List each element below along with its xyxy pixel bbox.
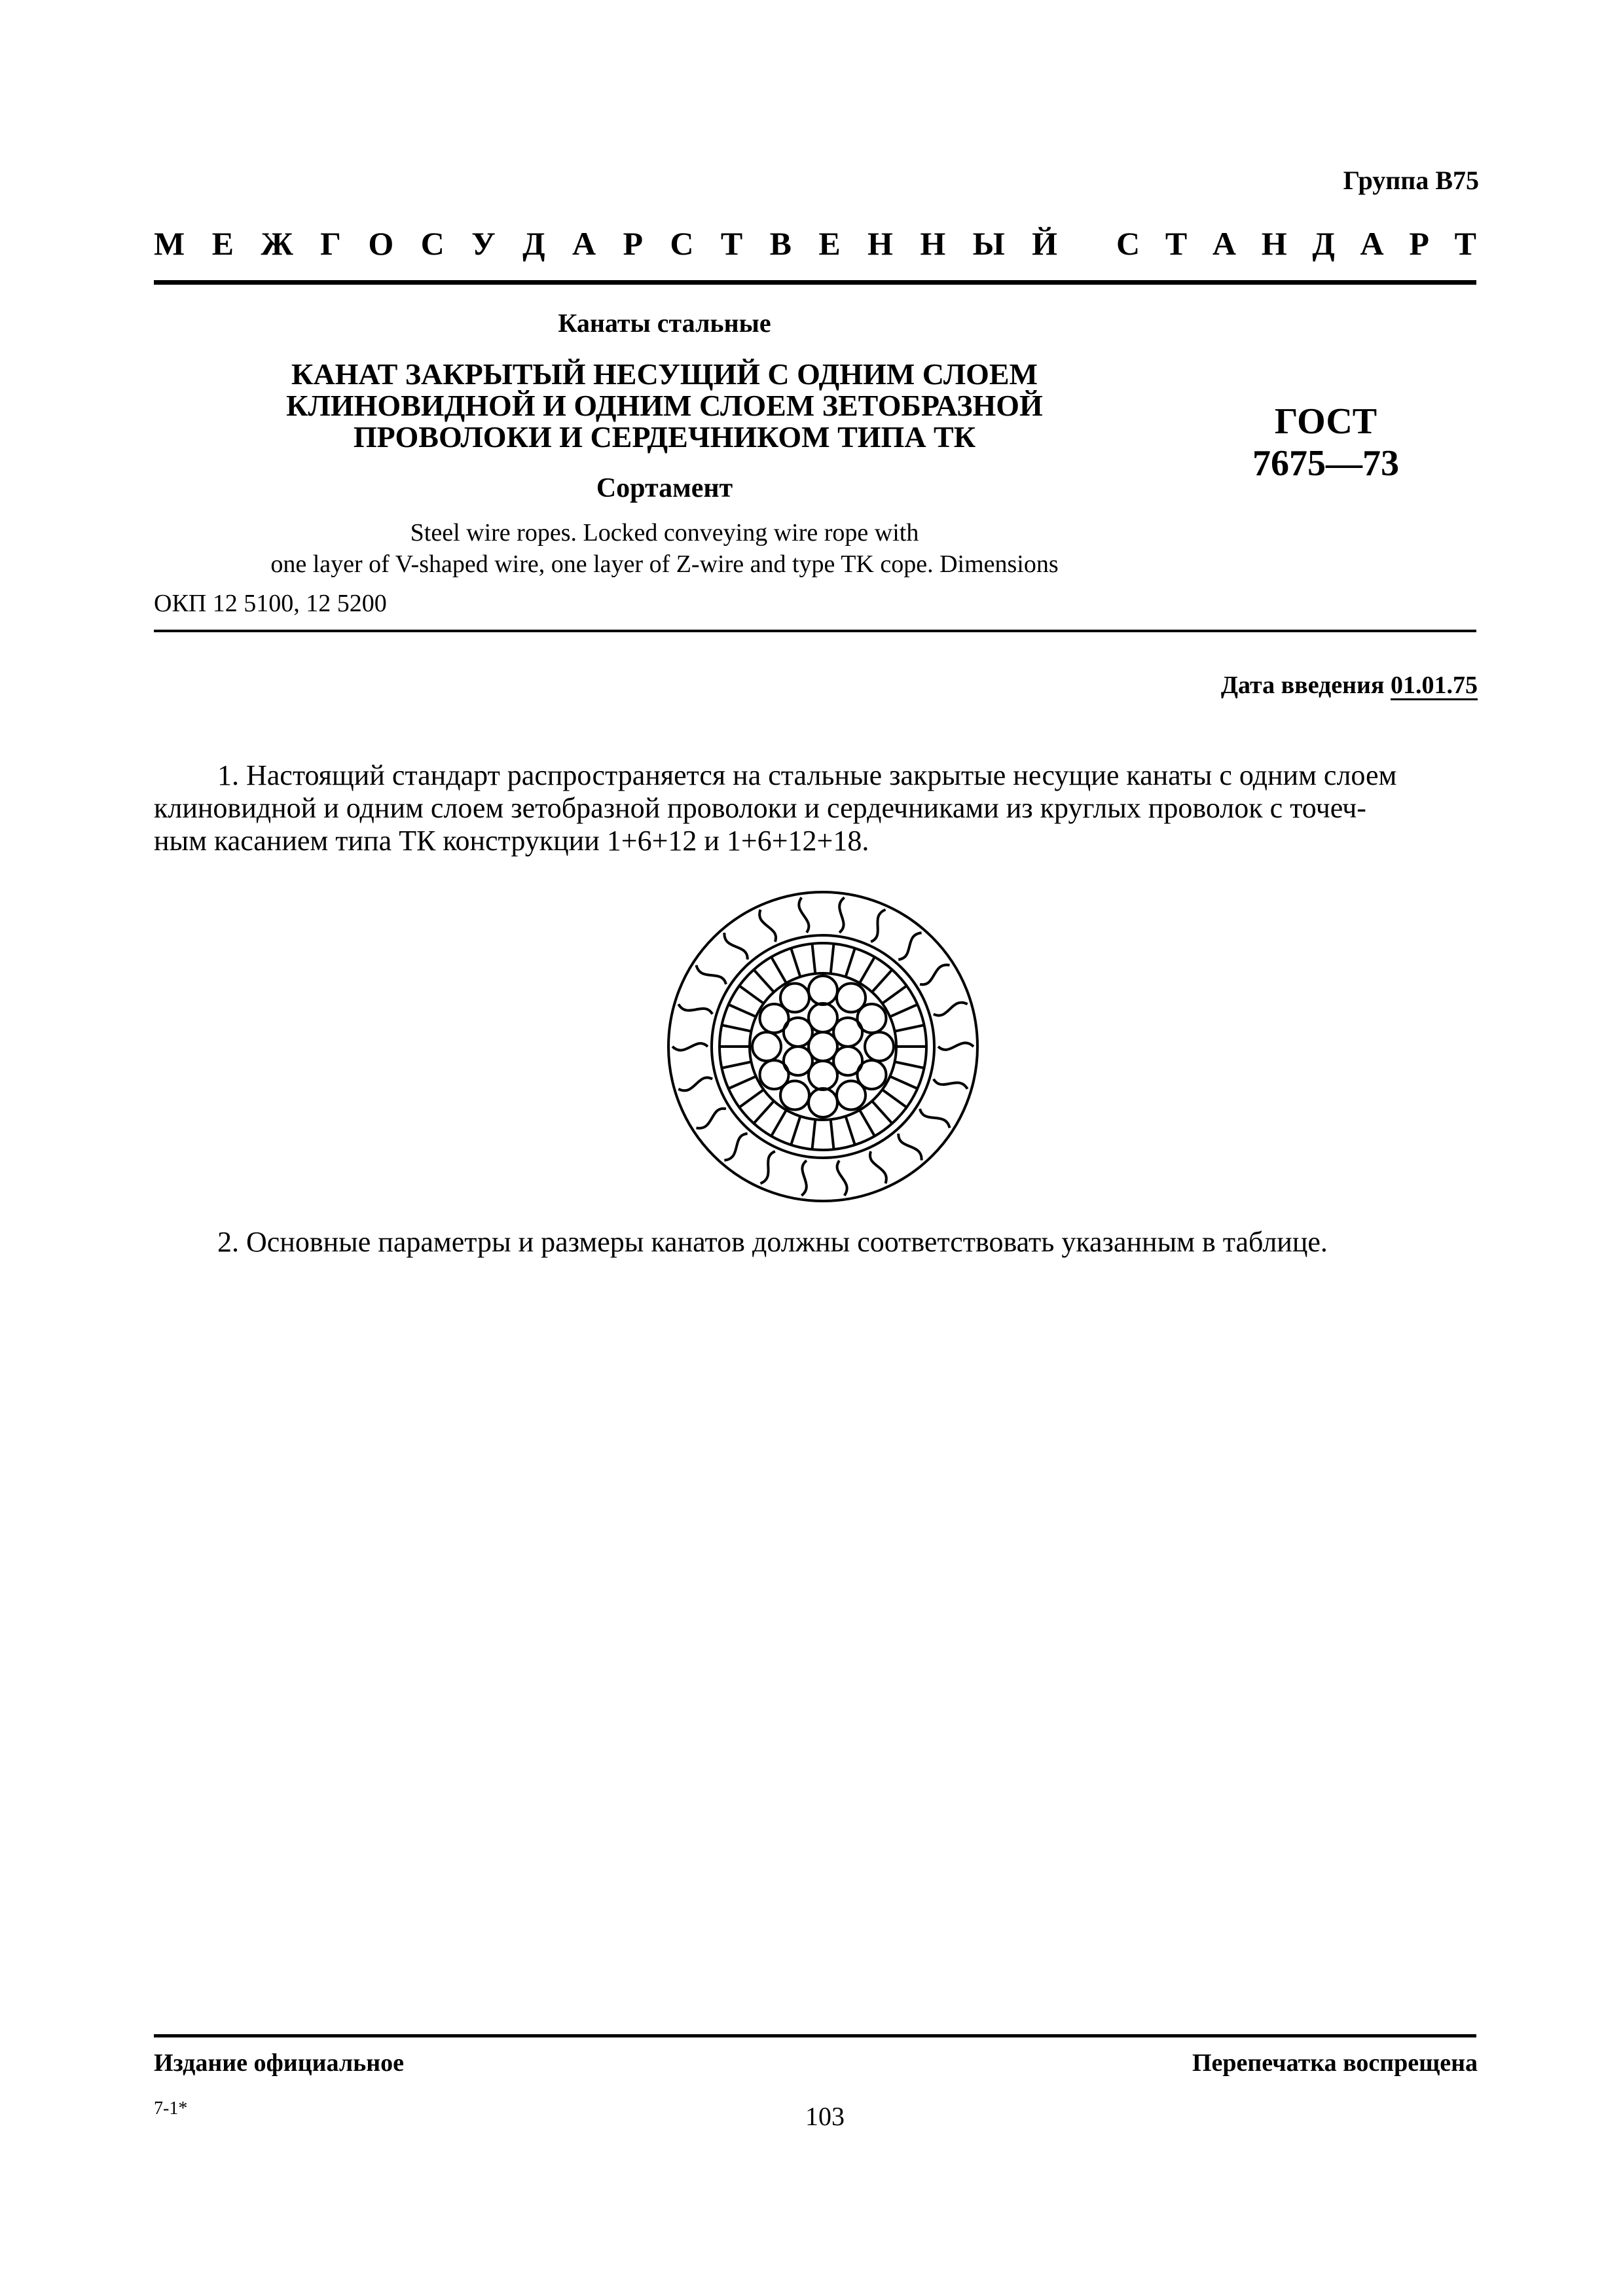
banner-word-1-letter: М [154, 225, 185, 262]
banner-word-2-letter: С [1116, 225, 1140, 262]
banner-word-1-letter: Е [211, 225, 234, 262]
z-wire-curve [672, 1043, 708, 1050]
para1-line-1: 1. Настоящий стандарт распространяется на стальные закрытые несущие канаты с одним слоем [217, 759, 1397, 791]
banner-word-2-letter: А [1212, 225, 1237, 262]
banner-word-1-letter: Т [720, 225, 743, 262]
para1-line-3: ным касанием типа ТК конструкции 1+6+12 и 1+6+12+18. [154, 825, 869, 857]
banner-word-1-letter: Ж [261, 225, 293, 262]
document-title [154, 359, 1175, 453]
sheet-marker: 7-1* [154, 2098, 188, 2119]
core-wire [809, 1088, 837, 1117]
paragraph-1 [154, 759, 1476, 857]
core-wire [865, 1032, 894, 1061]
v-wire-divider [721, 1062, 751, 1068]
v-wire-divider [771, 957, 786, 983]
gost-designation [1172, 401, 1480, 484]
v-layer-inner-circle [750, 973, 896, 1120]
footer-reprint-prohibited: Перепечатка воспрещена [1192, 2049, 1478, 2077]
v-wire-divider [754, 970, 774, 992]
z-wire-curve [934, 1003, 968, 1016]
banner-word-1-letter: С [670, 225, 694, 262]
z-wire-curve [871, 910, 885, 942]
banner-word-2-letter: Т [1165, 225, 1188, 262]
date-value: 01.01.75 [1391, 672, 1478, 699]
z-wire-curve [898, 933, 921, 960]
banner-word-2-letter: Н [1261, 225, 1287, 262]
footer-rule [154, 2034, 1476, 2037]
core-wire [837, 1081, 866, 1109]
para1-line-2: клиновидной и одним слоем зетобразной проволоки и сердечниками из круглых проволок с точеч- [154, 792, 1366, 824]
banner-word-1-letter: Й [1032, 225, 1057, 262]
v-wire-divider [721, 1025, 751, 1031]
v-wire-divider [812, 1119, 815, 1149]
v-wire-divider [872, 1101, 892, 1123]
outer-sheath-circle [668, 892, 977, 1201]
banner-word-1-letter: Р [623, 225, 643, 262]
introduction-date [1221, 671, 1478, 700]
z-wire-curve [801, 1160, 807, 1196]
english-title [154, 517, 1175, 580]
banner-word-1-letter: Д [522, 225, 545, 262]
banner-word-1-letter: Н [920, 225, 946, 262]
v-wire-divider [860, 1110, 875, 1136]
v-wire-divider [895, 1025, 924, 1031]
v-wire-divider [729, 1077, 756, 1089]
banner-word-2-letter: Т [1454, 225, 1476, 262]
z-wire-curve [678, 1077, 712, 1090]
z-wire-curve [697, 965, 726, 984]
v-wire-divider [812, 944, 815, 974]
banner-word-1-letter: А [572, 225, 596, 262]
rope-cross-section-figure [666, 889, 980, 1204]
z-wire-curve [839, 897, 845, 933]
z-wire-curve [920, 1109, 949, 1128]
v-wire-divider [860, 957, 875, 983]
english-line-2: one layer of V-shaped wire, one layer of Z-wire and type TK cope. Dimensions [270, 550, 1059, 578]
group-code: Группа В75 [1343, 166, 1479, 195]
v-wire-divider [831, 1119, 834, 1149]
banner-word-1-letter: С [420, 225, 445, 262]
banner-word-1-letter: Ы [972, 225, 1005, 262]
banner-word-1-letter: Г [320, 225, 341, 262]
banner-word-2-letter: А [1360, 225, 1384, 262]
category-title: Канаты стальные [558, 308, 771, 338]
z-wire-curve [697, 1109, 726, 1128]
title-line-3: ПРОВОЛОКИ И СЕРДЕЧНИКОМ ТИПА ТК [353, 420, 976, 454]
v-wire-divider [846, 948, 855, 977]
z-wire-curve [724, 933, 747, 960]
v-wire-divider [754, 1101, 774, 1123]
z-wire-curve [759, 910, 776, 942]
core-wire [857, 1004, 886, 1033]
v-wire-divider [739, 986, 763, 1003]
z-wire-curve [938, 1043, 974, 1050]
date-label: Дата введения [1220, 672, 1385, 699]
z-wire-curve [837, 1160, 847, 1196]
v-wire-divider [846, 1117, 855, 1145]
z-wire-curve [678, 1004, 712, 1014]
title-line-2: КЛИНОВИДНОЙ И ОДНИМ СЛОЕМ ЗЕТОБРАЗНОЙ [286, 389, 1043, 422]
page-number: 103 [805, 2102, 845, 2131]
core-wire [760, 1060, 789, 1089]
core-wire [809, 976, 837, 1005]
banner-word-2 [1116, 224, 1476, 263]
standard-banner [154, 224, 1476, 263]
v-wire-divider [729, 1005, 756, 1017]
paragraph-2: 2. Основные параметры и размеры канатов должны соответствовать указанным в таблице. [217, 1226, 1328, 1258]
banner-word-1-letter: Н [867, 225, 893, 262]
v-wire-divider [791, 1117, 800, 1145]
v-wire-divider [883, 1090, 907, 1107]
core-wire [780, 984, 809, 1013]
banner-word-1-letter: О [368, 225, 394, 262]
v-wire-divider [791, 948, 800, 977]
gost-number: 7675—73 [1252, 443, 1399, 484]
z-wire-curve [934, 1079, 968, 1089]
v-wire-divider [739, 1090, 763, 1107]
v-wire-divider [831, 944, 834, 974]
banner-word-2-letter: Д [1312, 225, 1335, 262]
banner-word-2-letter: Р [1409, 225, 1429, 262]
v-wire-divider [883, 986, 907, 1003]
z-wire-curve [724, 1134, 747, 1160]
v-wire-divider [890, 1005, 917, 1017]
z-wire-curve [870, 1151, 886, 1183]
title-rule [154, 630, 1476, 632]
v-wire-divider [895, 1062, 924, 1068]
v-wire-divider [890, 1077, 917, 1089]
banner-word-1-letter: У [471, 225, 496, 262]
english-line-1: Steel wire ropes. Locked conveying wire rope with [410, 519, 919, 547]
v-wire-divider [872, 970, 892, 992]
z-wire-curve [920, 965, 949, 984]
footer-official-edition: Издание официальное [154, 2049, 405, 2077]
v-wire-divider [771, 1110, 786, 1136]
banner-word-1-letter: В [769, 225, 792, 262]
banner-word-1-letter: Е [818, 225, 841, 262]
z-wire-curve [761, 1151, 775, 1183]
title-line-1: КАНАТ ЗАКРЫТЫЙ НЕСУЩИЙ С ОДНИМ СЛОЕМ [291, 357, 1038, 391]
gost-label: ГОСТ [1274, 401, 1377, 442]
banner-word-1 [154, 224, 1057, 263]
okp-codes: ОКП 12 5100, 12 5200 [154, 590, 387, 617]
z-wire-curve [799, 897, 809, 933]
subtitle: Сортамент [596, 473, 733, 503]
z-wire-curve [898, 1134, 921, 1160]
core-wire [752, 1032, 781, 1061]
top-rule [154, 280, 1476, 285]
